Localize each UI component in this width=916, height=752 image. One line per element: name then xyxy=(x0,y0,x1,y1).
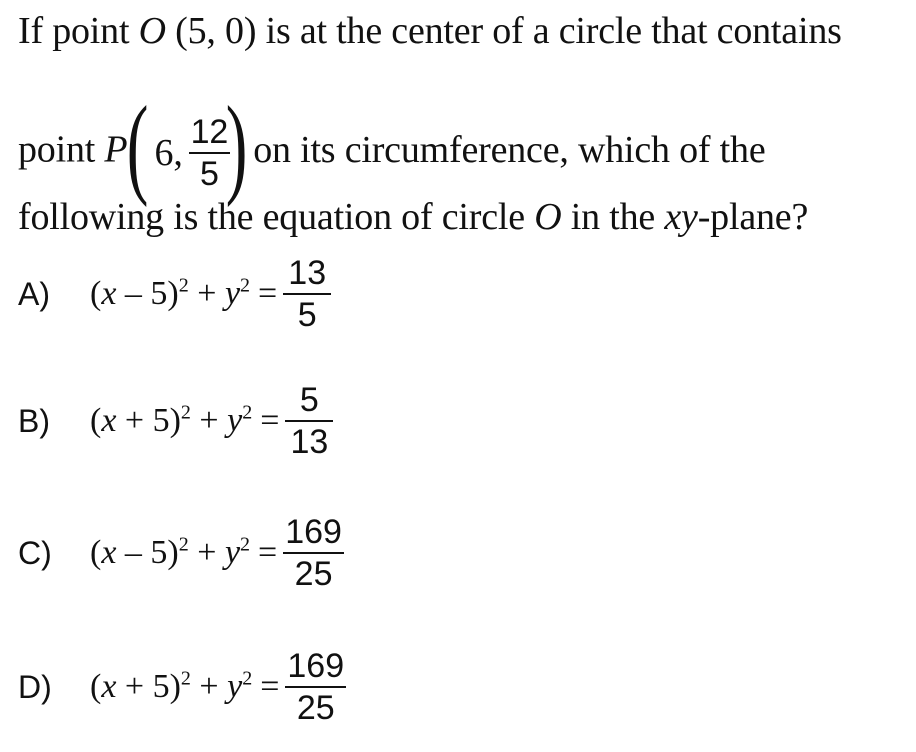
choice-letter: B) xyxy=(18,402,50,439)
open-paren: ( xyxy=(127,84,149,208)
fraction-denominator: 25 xyxy=(294,555,333,593)
equals-sign: = xyxy=(260,402,280,439)
equals-sign: = xyxy=(258,534,278,571)
point-o-coordinates: (5, 0) xyxy=(165,10,257,52)
question-line-1 xyxy=(18,12,842,50)
fraction-denominator: 13 xyxy=(290,423,329,461)
equation-lhs: $(x - 5)^2 + y^2$ xyxy=(90,533,251,571)
point-o-label: O xyxy=(138,10,166,52)
point-p-coordinates xyxy=(127,84,248,208)
question-line-3 xyxy=(18,198,808,236)
fraction-denominator: 5 xyxy=(297,296,317,334)
question-text: -plane? xyxy=(697,196,809,238)
equation-lhs: $(x - 5)^2 + y^2$ xyxy=(90,274,251,312)
fraction-denominator: 25 xyxy=(296,689,335,727)
fraction-numerator: 169 xyxy=(285,649,346,688)
question-line-2 xyxy=(18,84,766,208)
choice-letter: A) xyxy=(18,275,50,312)
equals-sign: = xyxy=(260,668,280,705)
choice-letter: D) xyxy=(18,668,52,705)
fraction-numerator: 12 xyxy=(189,115,230,154)
point-p-x: 6, xyxy=(154,131,183,174)
equals-sign: = xyxy=(258,275,278,312)
close-paren: ) xyxy=(225,84,248,208)
choice-d[interactable] xyxy=(18,649,346,725)
question-text: point xyxy=(18,128,105,171)
point-p-y-fraction xyxy=(189,112,230,193)
question-text: on its circumference, which of the xyxy=(253,128,766,171)
fraction-numerator: 5 xyxy=(285,383,333,422)
choice-letter: C) xyxy=(18,534,52,571)
fraction-denominator: 5 xyxy=(200,154,219,193)
question-text: is at the center of a circle that contains xyxy=(256,10,842,52)
fraction-numerator: 169 xyxy=(283,515,344,554)
choice-b[interactable] xyxy=(18,383,333,459)
choice-c[interactable] xyxy=(18,515,344,591)
question-text: in the xyxy=(561,196,665,238)
question-text: If point xyxy=(18,10,139,52)
choice-a[interactable] xyxy=(18,256,331,332)
equation-rhs-fraction xyxy=(283,515,344,591)
equation-lhs: $(x + 5)^2 + y^2$ xyxy=(90,401,253,439)
point-p-label: P xyxy=(104,128,128,171)
question-text: following is the equation of circle xyxy=(18,196,535,238)
equation-rhs-fraction xyxy=(285,649,346,725)
circle-o-label: O xyxy=(534,196,562,238)
equation-rhs-fraction xyxy=(285,383,333,459)
equation-rhs-fraction xyxy=(283,256,331,332)
xy-plane-label: xy xyxy=(664,196,698,238)
equation-lhs: $(x + 5)^2 + y^2$ xyxy=(90,667,253,705)
fraction-numerator: 13 xyxy=(283,256,331,295)
